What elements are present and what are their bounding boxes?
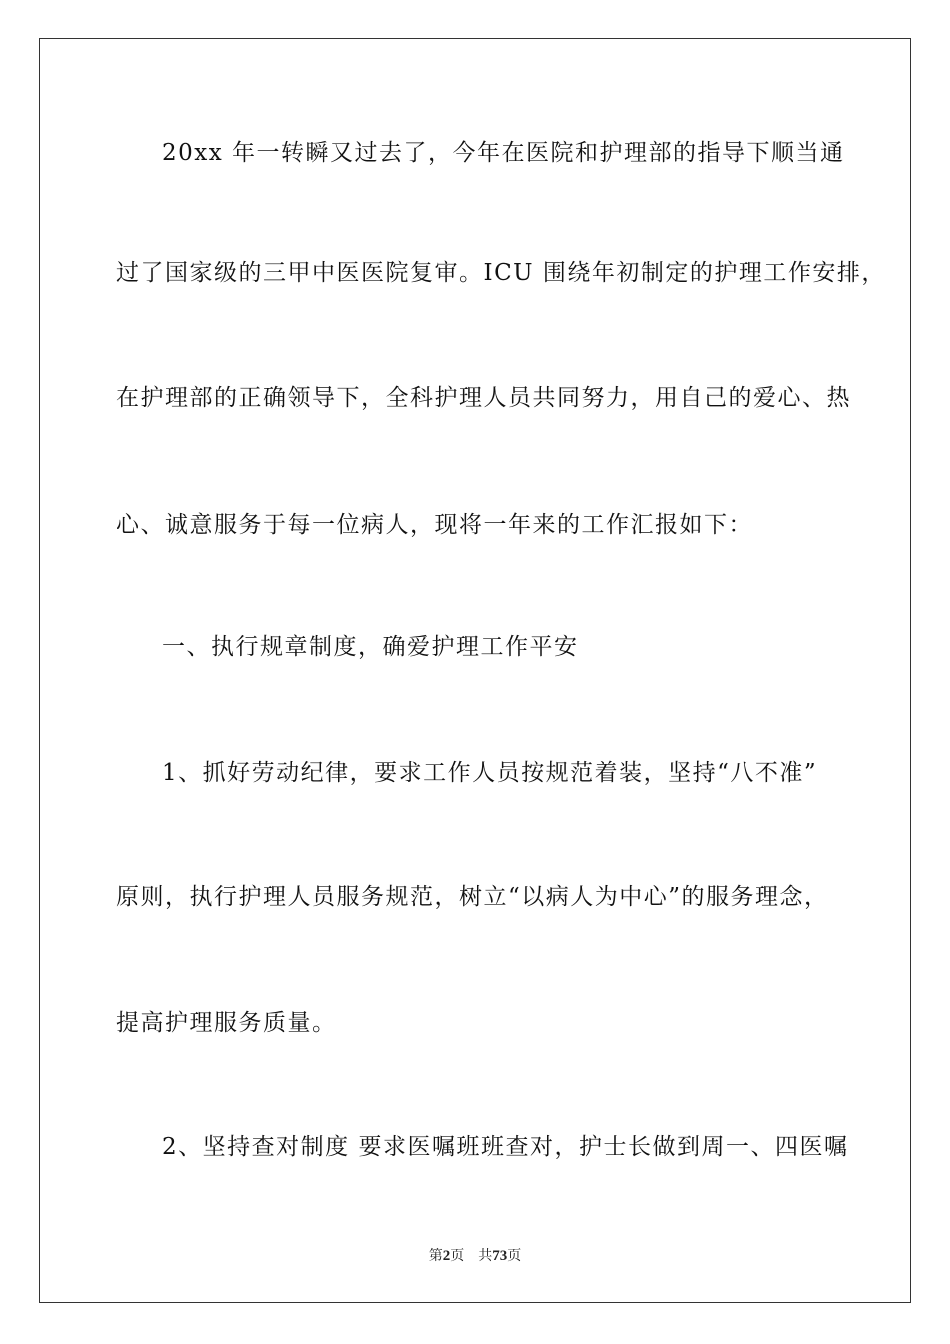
footer-total-suffix: 页 <box>507 1248 522 1264</box>
footer-page-suffix: 页 <box>450 1248 465 1264</box>
footer-total-pages: 73 <box>492 1248 508 1264</box>
item-1-line-3: 提高护理服务质量。 <box>116 1010 337 1036</box>
paragraph-line-2: 过了国家级的三甲中医医院复审。ICU 围绕年初制定的护理工作安排， <box>116 260 886 286</box>
item-1-line-2: 原则，执行护理人员服务规范，树立“以病人为中心”的服务理念， <box>116 884 829 910</box>
page-footer <box>0 1246 950 1266</box>
item-1-line-1: 1、抓好劳动纪律，要求工作人员按规范着装，坚持“八不准” <box>162 760 818 786</box>
page-border <box>39 38 911 1303</box>
paragraph-line-3: 在护理部的正确领导下，全科护理人员共同努力，用自己的爱心、热 <box>116 385 851 411</box>
item-2-line-1: 2、坚持查对制度 要求医嘱班班查对，护士长做到周一、四医嘱 <box>162 1134 849 1160</box>
footer-page-prefix: 第 <box>428 1248 443 1264</box>
footer-page-number: 2 <box>442 1248 451 1264</box>
footer-total-prefix: 共 <box>478 1248 493 1264</box>
section-heading: 一、执行规章制度，确爱护理工作平安 <box>162 634 579 660</box>
paragraph-line-4: 心、诚意服务于每一位病人，现将一年来的工作汇报如下： <box>116 512 753 538</box>
paragraph-line-1: 20xx 年一转瞬又过去了，今年在医院和护理部的指导下顺当通 <box>162 140 845 166</box>
